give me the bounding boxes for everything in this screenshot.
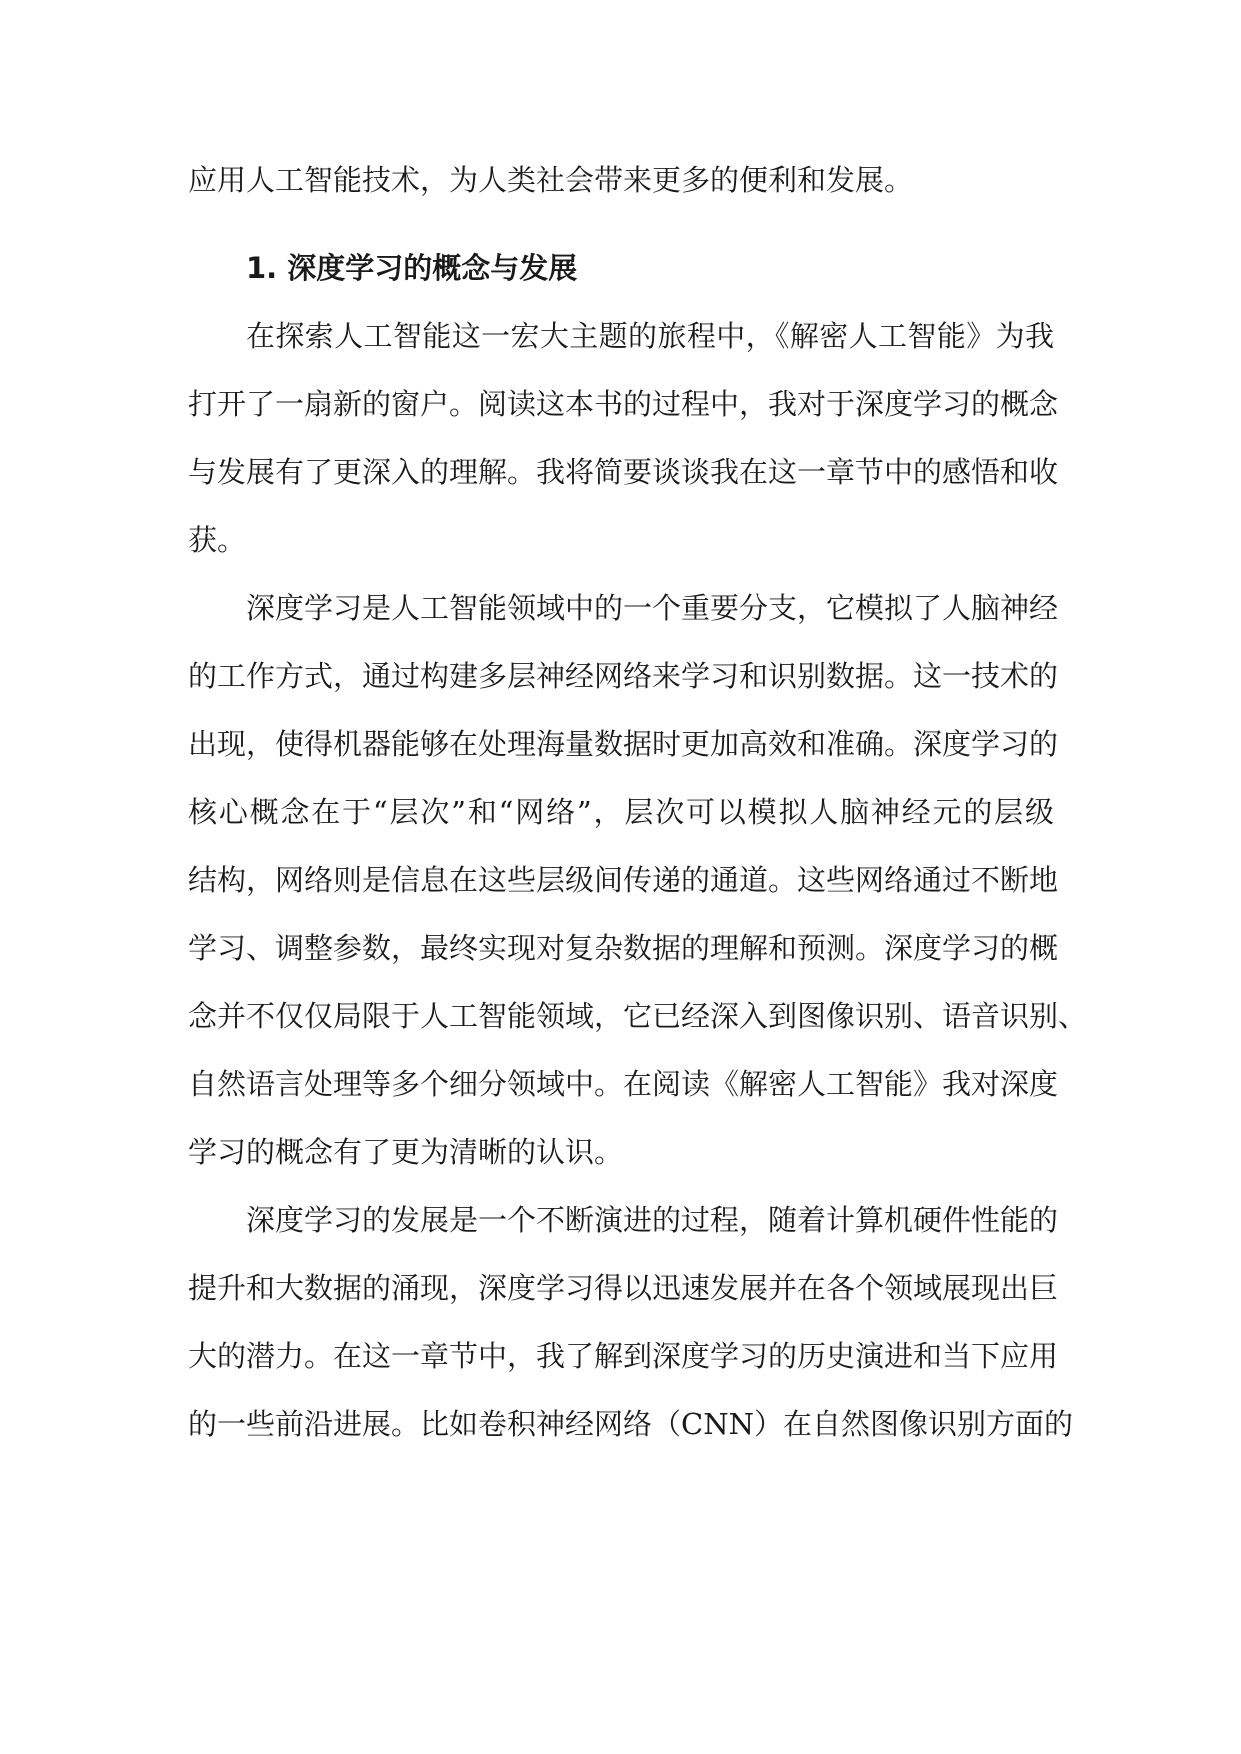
paragraph-1 <box>188 302 1059 574</box>
paragraph-line: 的工作方式，通过构建多层神经网络来学习和识别数据。这一技术的 <box>188 659 1059 693</box>
paragraph-3 <box>188 1186 1073 1458</box>
paragraph-line: 学习、调整参数，最终实现对复杂数据的理解和预测。深度学习的概 <box>188 931 1059 965</box>
paragraph-line: 深度学习的发展是一个不断演进的过程，随着计算机硬件性能的 <box>246 1203 1059 1237</box>
paragraph-line: 打开了一扇新的窗户。阅读这本书的过程中，我对于深度学习的概念 <box>188 387 1059 421</box>
paragraph-2 <box>188 574 1088 1186</box>
paragraph-line: 提升和大数据的涌现，深度学习得以迅速发展并在各个领域展现出巨 <box>188 1271 1059 1305</box>
paragraph-line: 大的潜力。在这一章节中，我了解到深度学习的历史演进和当下应用 <box>188 1339 1059 1373</box>
paragraph-line: 的一些前沿进展。比如卷积神经网络（CNN）在自然图像识别方面的 <box>188 1407 1073 1441</box>
paragraph-line: 自然语言处理等多个细分领域中。在阅读《解密人工智能》我对深度 <box>188 1067 1059 1101</box>
paragraph-line: 获。 <box>188 523 247 557</box>
paragraph-line: 学习的概念有了更为清晰的认识。 <box>188 1135 624 1169</box>
section-gap <box>188 214 1054 234</box>
paragraph-line: 念并不仅仅局限于人工智能领域，它已经深入到图像识别、语音识别、 <box>188 999 1088 1033</box>
paragraph-line: 结构，网络则是信息在这些层级间传递的通道。这些网络通过不断地 <box>188 863 1059 897</box>
paragraph-line: 在探索人工智能这一宏大主题的旅程中，《解密人工智能》为我 <box>246 319 1054 353</box>
section-heading: 1. 深度学习的概念与发展 <box>246 251 578 285</box>
intro-line: 应用人工智能技术，为人类社会带来更多的便利和发展。 <box>188 163 914 197</box>
paragraph-line: 出现，使得机器能够在处理海量数据时更加高效和准确。深度学习的 <box>188 727 1059 761</box>
document-body <box>188 146 1088 1458</box>
paragraph-line: 核心概念在于“层次”和“网络”，层次可以模拟人脑神经元的层级 <box>188 795 1054 829</box>
paragraph-line: 与发展有了更深入的理解。我将简要谈谈我在这一章节中的感悟和收 <box>188 455 1059 489</box>
paragraph-line: 深度学习是人工智能领域中的一个重要分支，它模拟了人脑神经 <box>246 591 1059 625</box>
